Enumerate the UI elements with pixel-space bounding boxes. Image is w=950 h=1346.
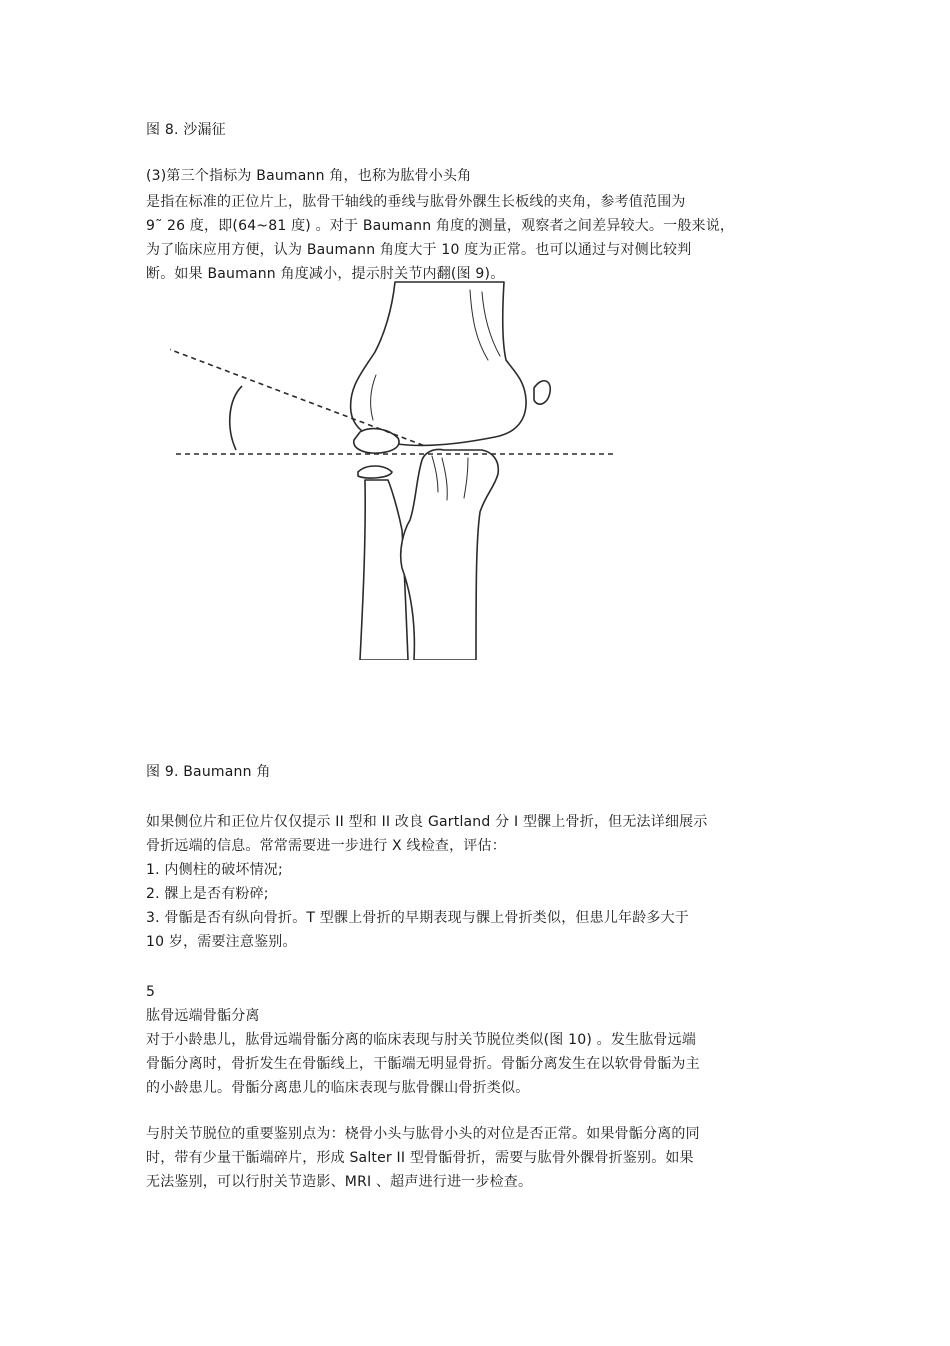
figure-8-caption: 图 8. 沙漏征	[146, 122, 226, 138]
paragraph-line: 为了临床应用方便，认为 Baumann 角度大于 10 度为正常。也可以通过与对侧比较判	[146, 242, 692, 258]
paragraph-line: 如果侧位片和正位片仅仅提示 II 型和 II 改良 Gartland 分 I 型髁上骨折，但无法详细展示	[146, 814, 708, 830]
baumann-angle-figure	[170, 280, 620, 660]
paragraph-line: 是指在标准的正位片上，肱骨干轴线的垂线与肱骨外髁生长板线的夹角，参考值范围为	[146, 194, 686, 210]
paragraph-line: 对于小龄患儿，肱骨远端骨骺分离的临床表现与肘关节脱位类似(图 10) 。发生肱骨远端	[146, 1032, 697, 1048]
humerus-outline	[351, 282, 526, 445]
paragraph-line: 9˜ 26 度，即(64~81 度) 。对于 Baumann 角度的测量，观察者之间差异较大。一般来说，	[146, 218, 735, 234]
section-number: 5	[146, 984, 156, 1000]
paragraph-line: 骨骺分离时，骨折发生在骨骺线上，干骺端无明显骨折。骨骺分离发生在以软骨骨骺为主	[146, 1056, 700, 1072]
paragraph-line: 时，带有少量干骺端碎片，形成 Salter II 型骨骺骨折，需要与肱骨外髁骨折鉴别。如果	[146, 1150, 694, 1166]
paragraph-line: 断。如果 Baumann 角度减小，提示肘关节内翻(图 9)。	[146, 266, 505, 282]
paragraph-line: 骨折远端的信息。常常需要进一步进行 X 线检查，评估：	[146, 838, 506, 854]
radius-head	[358, 466, 392, 478]
list-item: 3. 骨骺是否有纵向骨折。T 型髁上骨折的早期表现与髁上骨折类似，但患儿年龄多大于	[146, 910, 690, 926]
section-title: 肱骨远端骨骺分离	[146, 1008, 260, 1024]
angle-arc	[230, 386, 242, 450]
epicondyle-fragment	[534, 381, 550, 404]
paragraph-line: 的小龄患儿。骨骺分离患儿的临床表现与肱骨髁山骨折类似。	[146, 1080, 530, 1096]
paragraph-line: 与肘关节脱位的重要鉴别点为：桡骨小头与肱骨小头的对位是否正常。如果骨骺分离的同	[146, 1126, 700, 1142]
figure-9-caption: 图 9. Baumann 角	[146, 764, 271, 780]
list-item: 1. 内侧柱的破坏情况;	[146, 862, 283, 878]
section-heading-baumann: (3)第三个指标为 Baumann 角，也称为肱骨小头角	[146, 168, 472, 184]
paragraph-line: 无法鉴别，可以行肘关节造影、MRI 、超声进行进一步检查。	[146, 1174, 533, 1190]
radius-shaft	[360, 480, 408, 660]
list-item-continuation: 10 岁，需要注意鉴别。	[146, 934, 297, 950]
list-item: 2. 髁上是否有粉碎;	[146, 886, 269, 902]
ulna-outline	[401, 449, 499, 660]
